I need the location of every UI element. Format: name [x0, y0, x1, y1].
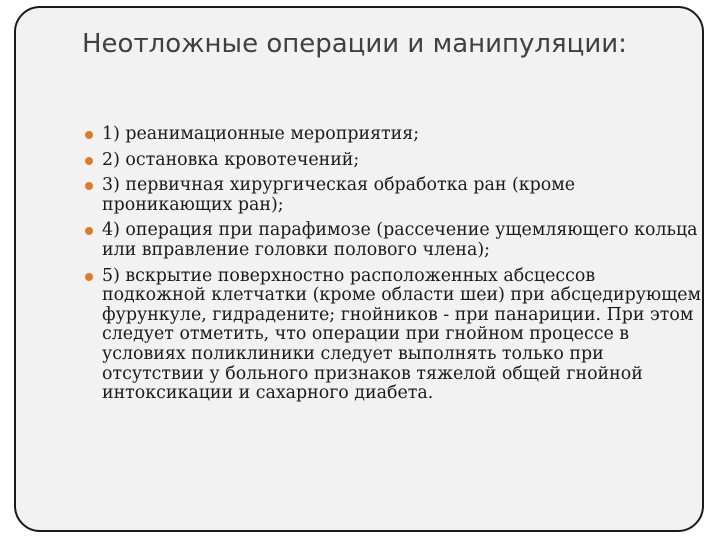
list-item-text: 2) остановка кровотечений; [102, 149, 360, 170]
bullet-dot-icon [85, 227, 93, 235]
bullet-dot-icon [85, 157, 93, 165]
list-item [102, 221, 702, 260]
slide-title: Неотложные операции и манипуляции: [82, 29, 627, 59]
list-item-text: 3) первичная хирургическая обработка ран (кроме проникающих ран); [102, 175, 576, 215]
bullet-dot-icon [85, 273, 93, 281]
bullet-dot-icon [85, 131, 93, 139]
list-item [102, 125, 702, 145]
list-item [102, 176, 702, 215]
list-item-text: 1) реанимационные мероприятия; [102, 124, 420, 144]
list-item-text: 5) вскрытие поверхностно расположенных абсцессов подкожной клетчатки (кроме области шеи) при абсцедирующем фурункуле, гидрадените; гнойников - при панариции. При этом следует отметить, что операции при гнойном процессе в условиях поликлиники следует выполнять только при отсутствии у больного признаков тяжелой общей гнойной интоксикации и сахарного диабета. [102, 265, 702, 404]
bullet-dot-icon [85, 182, 93, 190]
list-item [102, 151, 702, 171]
list-item [102, 267, 702, 404]
list-item-text: 4) операция при парафимозе (рассечение ущемляющего кольца или вправление головки полового члена); [102, 220, 698, 260]
bullet-list [102, 125, 702, 410]
slide-frame [14, 6, 704, 532]
